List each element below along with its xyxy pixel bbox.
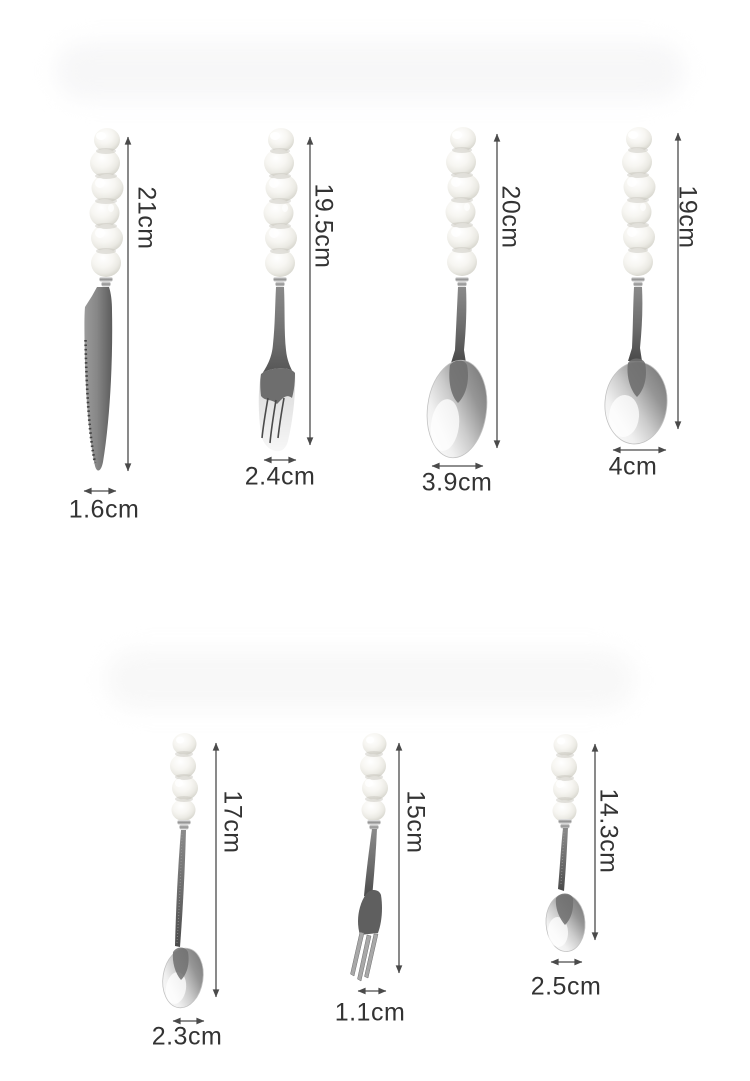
dessert-fork-length-label: 15cm bbox=[401, 790, 430, 854]
knife-width-label: 1.6cm bbox=[68, 495, 140, 524]
soup-spoon-image bbox=[602, 127, 671, 447]
dinner-fork-image bbox=[259, 128, 298, 451]
tea-spoon-width-label: 2.5cm bbox=[530, 972, 602, 1001]
spoon-width-label: 3.9cm bbox=[421, 468, 493, 497]
tea-spoon-image bbox=[545, 734, 587, 952]
long-dessert-spoon-image bbox=[159, 733, 208, 1011]
dinner-knife-image bbox=[84, 128, 123, 471]
spoon-length-label: 20cm bbox=[496, 185, 525, 249]
long-spoon-width-label: 2.3cm bbox=[151, 1022, 223, 1051]
dessert-fork-image bbox=[351, 733, 389, 981]
fork-width-label: 2.4cm bbox=[244, 462, 316, 491]
dinner-spoon-image bbox=[422, 127, 493, 461]
fork-length-label: 19.5cm bbox=[309, 183, 338, 269]
tea-spoon-length-label: 14.3cm bbox=[594, 788, 623, 874]
soup-spoon-length-label: 19cm bbox=[673, 185, 702, 249]
dessert-fork-width-label: 1.1cm bbox=[334, 998, 406, 1027]
soup-spoon-width-label: 4cm bbox=[608, 452, 658, 481]
long-spoon-length-label: 17cm bbox=[218, 790, 247, 854]
knife-length-label: 21cm bbox=[132, 186, 161, 250]
